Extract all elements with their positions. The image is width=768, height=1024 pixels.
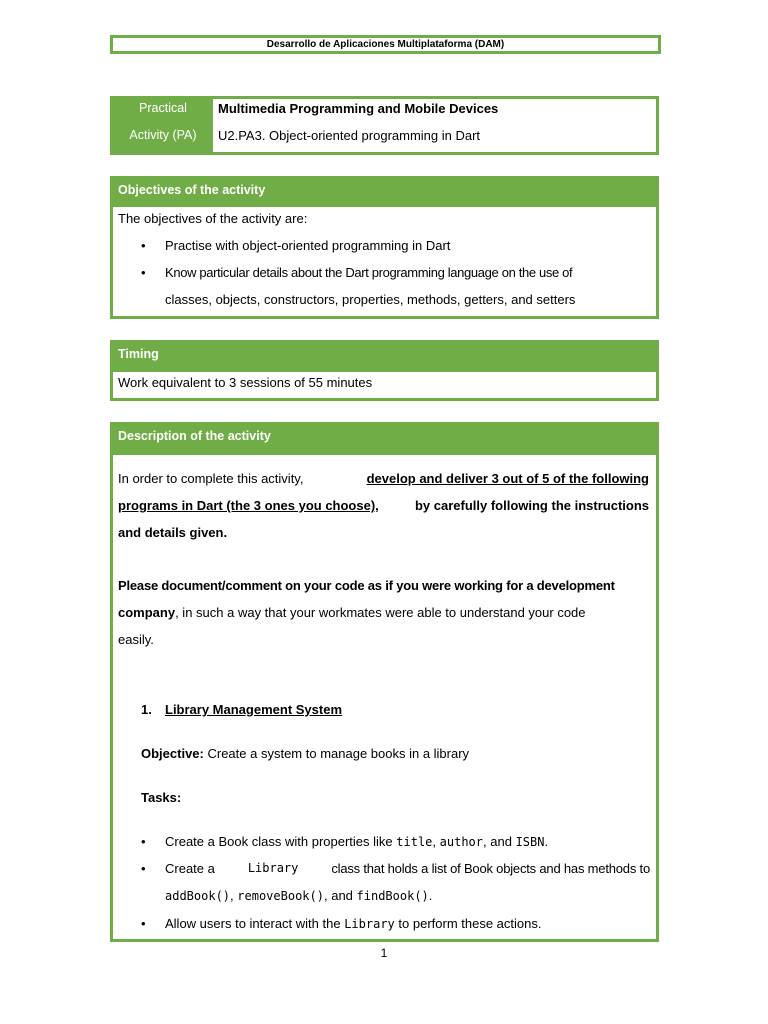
task-text: ,	[432, 834, 437, 849]
description-heading: Description of the activity	[113, 425, 656, 455]
bullet-icon: •	[141, 861, 146, 876]
paragraph-2-line1: Please document/comment on your code as if you were working for a development	[118, 578, 615, 593]
code-text: findBook()	[356, 889, 429, 903]
task-text: Allow users to interact with the	[165, 916, 341, 931]
p1-emphasis: develop and deliver 3 out of 5 of the following	[366, 471, 649, 486]
objective-text: Create a system to manage books in a library	[207, 746, 470, 761]
paragraph-1-line2	[118, 498, 649, 513]
objectives-intro: The objectives of the activity are:	[118, 211, 308, 226]
task-text: class that holds a list of Book objects and has methods to	[331, 861, 650, 876]
pa-subject: Multimedia Programming and Mobile Devices	[218, 101, 499, 116]
item-title-text: Library Management System	[165, 702, 343, 717]
task-text: ,	[230, 888, 234, 903]
list-item-title	[165, 702, 342, 717]
p1-text: In order to complete this activity,	[118, 471, 304, 486]
task-text: , and	[483, 834, 512, 849]
pa-label-line1: Practical	[139, 101, 187, 115]
objective-label: Objective:	[141, 746, 204, 761]
objectives-heading: Objectives of the activity	[113, 179, 656, 207]
header-title: Desarrollo de Aplicaciones Multiplataforma (DAM)	[266, 39, 505, 50]
code-text: Library	[247, 861, 299, 875]
bullet-icon: •	[141, 916, 146, 931]
task-text: class with properties like	[251, 834, 393, 849]
p2-text: , in such a way that your workmates were able to understand your code	[175, 605, 586, 620]
code-text: addBook()	[165, 889, 231, 903]
task-text: .	[428, 888, 433, 903]
timing-heading: Timing	[113, 343, 656, 372]
code-text: author	[439, 835, 484, 849]
practical-activity-table	[110, 96, 659, 155]
page-number: 1	[380, 946, 388, 960]
paragraph-1-line1	[118, 471, 649, 486]
p1-text: by carefully following the instructions	[414, 498, 649, 513]
paragraph-2-line2	[118, 605, 649, 620]
bullet-icon: •	[141, 238, 146, 253]
code-text: removeBook()	[237, 889, 324, 903]
task-text: Book	[218, 834, 249, 849]
p1-emphasis: programs in Dart (the 3 ones you choose),	[118, 498, 379, 513]
timing-text: Work equivalent to 3 sessions of 55 minutes	[118, 375, 373, 390]
code-text: Library	[344, 917, 395, 931]
paragraph-2-line3: easily.	[118, 632, 154, 647]
tasks-label: Tasks:	[141, 790, 182, 805]
objectives-section	[110, 176, 659, 319]
bullet-icon: •	[141, 265, 146, 280]
document-header	[110, 35, 661, 54]
p2-emphasis: company	[118, 605, 176, 620]
task-1	[165, 834, 548, 849]
task-text: Create a	[165, 861, 215, 876]
task-2-line1	[165, 861, 650, 876]
paragraph-1-line3: and details given.	[118, 525, 228, 540]
objective-line	[141, 746, 469, 761]
task-3	[165, 916, 541, 931]
task-text: , and	[323, 888, 353, 903]
pa-activity: U2.PA3. Object-oriented programming in Dart	[218, 128, 481, 143]
bullet-icon: •	[141, 834, 146, 849]
task-text: .	[544, 834, 549, 849]
task-2-line2	[165, 888, 432, 903]
objective-item-2-line1: Know particular details about the Dart programming language on the use of	[165, 265, 573, 280]
code-text: title	[396, 835, 433, 849]
pa-label-line2: Activity (PA)	[129, 128, 197, 142]
task-text: to perform these actions.	[398, 916, 542, 931]
objective-item-2-line2: classes, objects, constructors, properties, methods, getters, and setters	[165, 292, 576, 307]
task-text: Create a	[165, 834, 215, 849]
objective-item-1: Practise with object-oriented programming in Dart	[165, 238, 451, 253]
list-item-number: 1.	[141, 702, 152, 717]
description-section	[110, 422, 659, 942]
timing-section	[110, 340, 659, 401]
code-text: ISBN	[515, 835, 545, 849]
pa-label-cell	[113, 99, 213, 152]
